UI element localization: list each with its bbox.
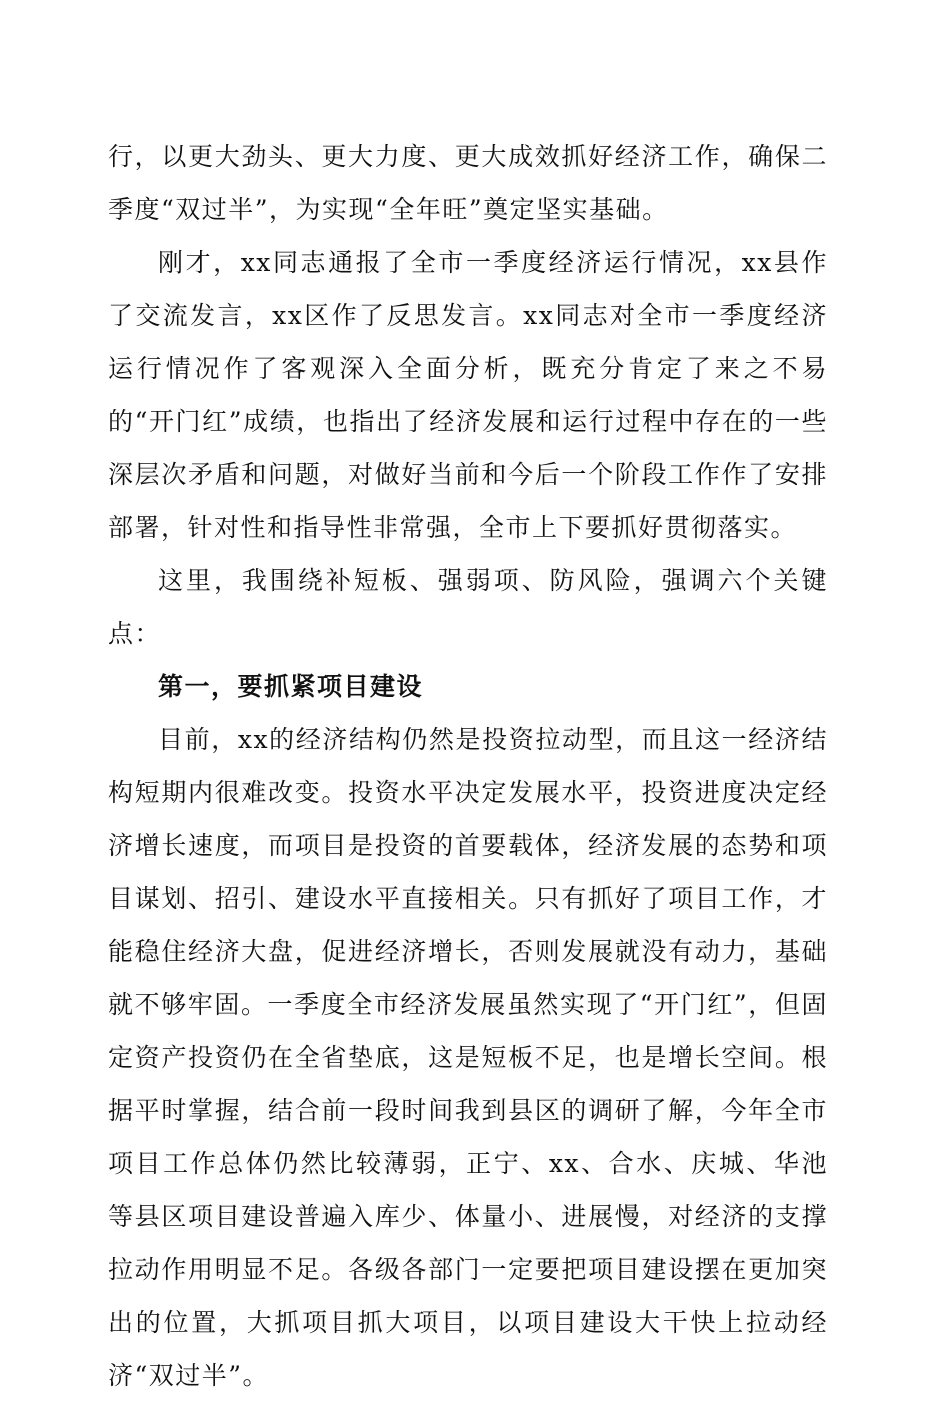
- section-heading-first: 第一，要抓紧项目建设: [158, 672, 424, 701]
- paragraph-key-points-intro: 这里，我围绕补短板、强弱项、防风险，强调六个关键点：: [108, 566, 828, 648]
- paragraph-continuation: 行，以更大劲头、更大力度、更大成效抓好经济工作，确保二季度“双过半”，为实现“全年旺”奠定坚实基础。: [108, 142, 828, 224]
- paragraph-meeting-review: 刚才，xx同志通报了全市一季度经济运行情况，xx县作了交流发言，xx区作了反思发言。xx同志对全市一季度经济运行情况作了客观深入全面分析，既充分肯定了来之不易的“开门红”成绩，也指出了经济发展和运行过程中存在的一些深层次矛盾和问题，对做好当前和今后一个阶段工作作了安排部署，针对性和指导性非常强，全市上下要抓好贯彻落实。: [108, 248, 828, 542]
- paragraph-project-construction: 目前，xx的经济结构仍然是投资拉动型，而且这一经济结构短期内很难改变。投资水平决定发展水平，投资进度决定经济增长速度，而项目是投资的首要载体，经济发展的态势和项目谋划、招引、建设水平直接相关。只有抓好了项目工作，才能稳住经济大盘，促进经济增长，否则发展就没有动力，基础就不够牢固。一季度全市经济发展虽然实现了“开门红”，但固定资产投资仍在全省垫底，这是短板不足，也是增长空间。根据平时掌握，结合前一段时间我到县区的调研了解，今年全市项目工作总体仍然比较薄弱，正宁、xx、合水、庆城、华池等县区项目建设普遍入库少、体量小、进展慢，对经济的支撑拉动作用明显不足。各级各部门一定要把项目建设摆在更加突出的位置，大抓项目抓大项目，以项目建设大干快上拉动经济“双过半”。: [108, 725, 828, 1390]
- document-body: [108, 130, 828, 1402]
